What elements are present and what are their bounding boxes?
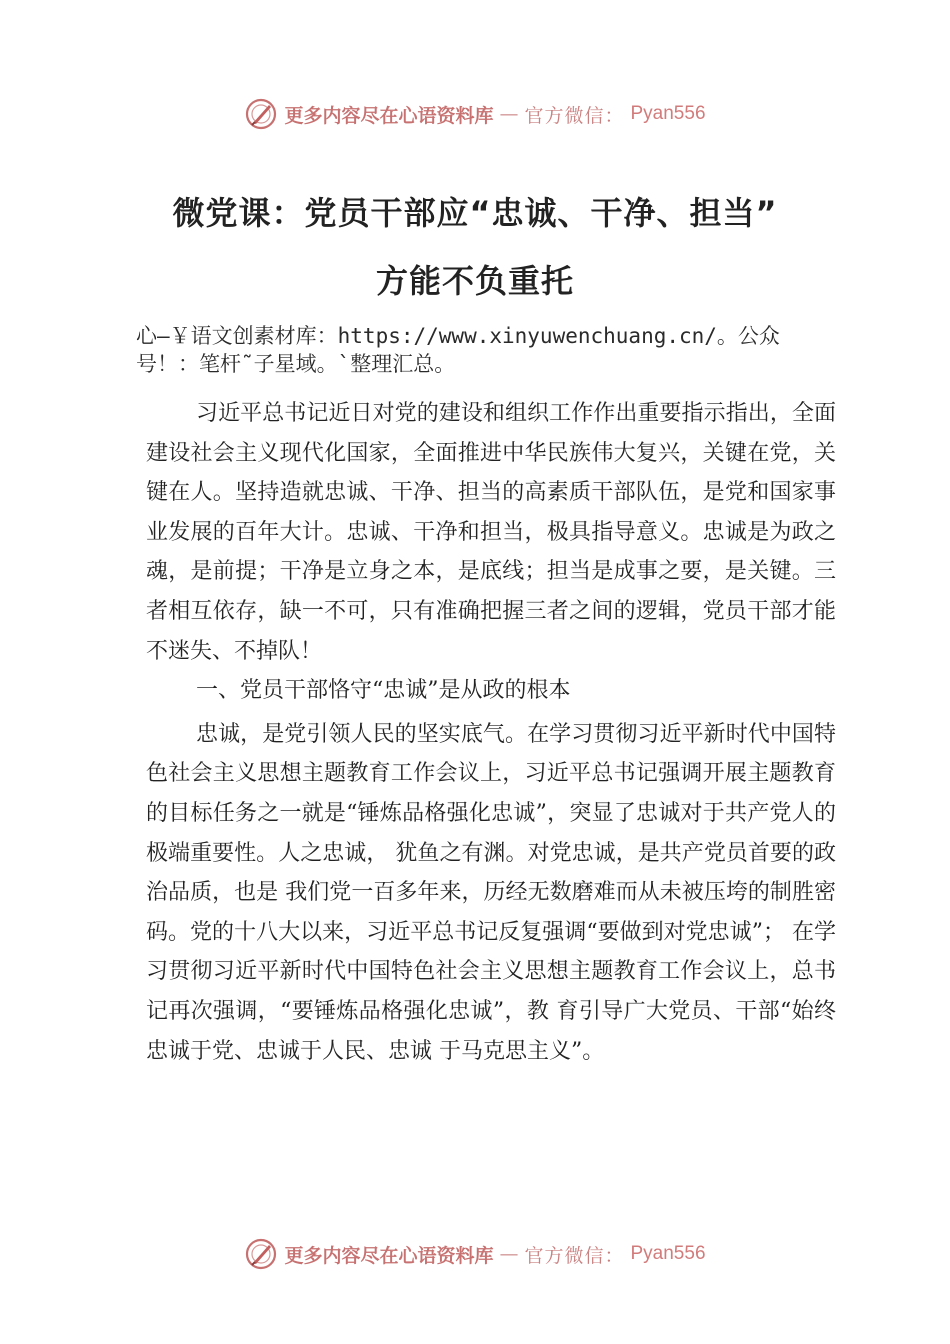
- document-title-line-1: 微党课：党员干部应“忠诚、干净、担当”: [172, 194, 778, 232]
- source-note: 心—￥语文创素材库：https://www.xinyuwenchuang.cn/。公众号！：笔杆˜子星域。`整理汇总。: [136, 324, 780, 376]
- banner-brand-text: 更多内容尽在心语资料库: [284, 1244, 494, 1267]
- banner-wechat-label: 官方微信：: [524, 104, 625, 127]
- paragraph-loyalty: 忠诚，是党引领人民的坚实底气。在学习贯彻习近平新时代中国特色社会主义思想主题教育工作会议上，习近平总书记强调开展主题教育的目标任务之一就是“锤炼品格强化忠诚”，突显了忠诚对于共产党人的极端重要性。人之忠诚， 犹鱼之有渊。对党忠诚，是共产党员首要的政治品质，也是 我们党一百多年来，历经无数磨难而从未被压垮的制胜密码。党的十八大以来，习近平总书记反复强调“要做到对党忠诚”； 在学习贯彻习近平新时代中国特色社会主义思想主题教育工作会议上，总书记再次强调，“要锤炼品格强化忠诚”，教 育引导广大党员、干部“始终忠诚于党、忠诚于人民、忠诚 于马克思主义”。: [146, 721, 836, 1064]
- document-body: [146, 394, 836, 1071]
- footer-watermark-banner: [0, 1236, 950, 1272]
- header-watermark-banner: [0, 96, 950, 132]
- paragraph-intro: 习近平总书记近日对党的建设和组织工作作出重要指示指出，全面建设社会主义现代化国家，全面推进中华民族伟大复兴，关键在党，关键在人。坚持造就忠诚、干净、担当的高素质干部队伍，是党和国家事业发展的百年大计。忠诚、干净和担当，极具指导意义。忠诚是为政之魂，是前提；干净是立身之本，是底线；担当是成事之要，是关键。三者相互依存，缺一不可，只有准确把握三者之间的逻辑，党员干部才能不迷失、不掉队！: [146, 401, 836, 664]
- banner-dash: —: [499, 103, 519, 125]
- document-title-line-2: 方能不负重托: [375, 262, 574, 300]
- banner-wechat-label: 官方微信：: [524, 1244, 625, 1267]
- banner-wechat-handle: Pyan556: [630, 1243, 706, 1264]
- banner-brand-text: 更多内容尽在心语资料库: [284, 104, 494, 127]
- banner-dash: —: [499, 1243, 519, 1265]
- quill-pen-logo-icon: [244, 1237, 278, 1271]
- banner-wechat-handle: Pyan556: [630, 103, 706, 124]
- section-heading-1: 一、党员干部恪守“忠诚”是从政的根本: [196, 678, 571, 704]
- quill-pen-logo-icon: [244, 97, 278, 131]
